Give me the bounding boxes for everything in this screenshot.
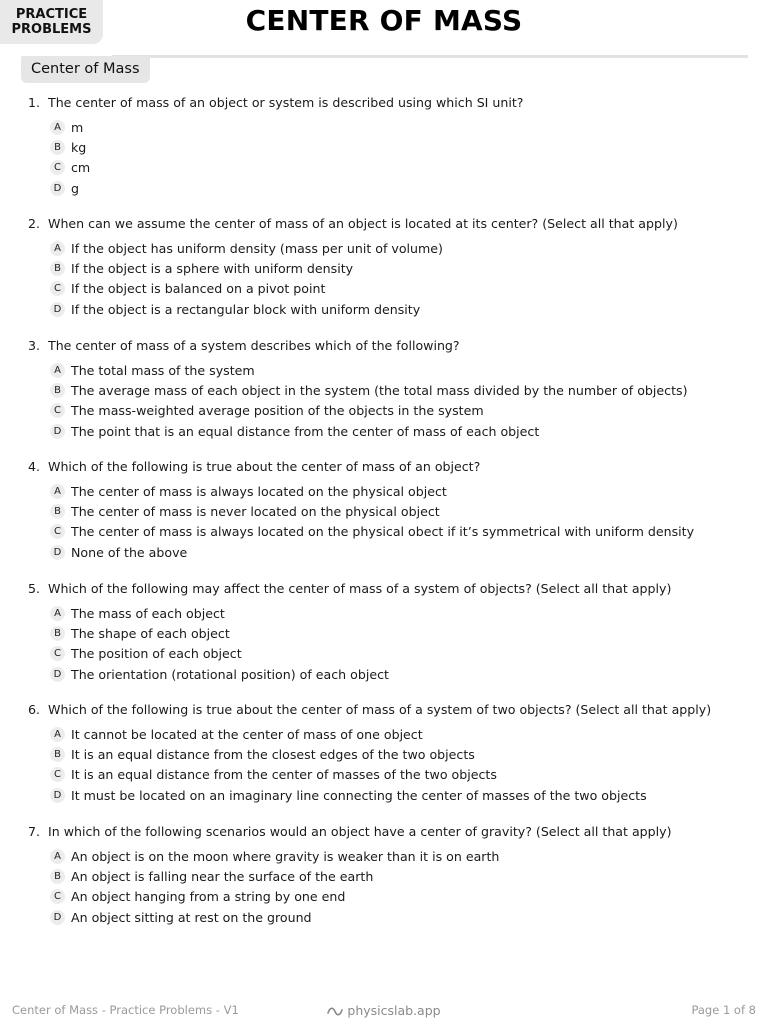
- option-letter-badge: A: [50, 241, 65, 256]
- question-7: [28, 824, 748, 927]
- option-text: The point that is an equal distance from the center of mass of each object: [71, 423, 540, 439]
- question-stem: [28, 95, 748, 113]
- section-heading: Center of Mass: [21, 56, 150, 83]
- option-text: If the object has uniform density (mass per unit of volume): [71, 240, 443, 256]
- option-letter-badge: A: [50, 120, 65, 135]
- option-text: The center of mass is always located on the physical object: [71, 483, 447, 499]
- answer-option-a[interactable]: [28, 724, 748, 744]
- question-number: 2.: [28, 216, 41, 231]
- question-text: Which of the following is true about the center of mass of a system of two objects? (Select all that apply): [48, 702, 712, 717]
- page-title: CENTER OF MASS: [245, 4, 523, 37]
- option-text: g: [71, 180, 79, 196]
- answer-option-c[interactable]: [28, 887, 748, 907]
- answer-option-a[interactable]: [28, 117, 748, 137]
- option-letter-badge: A: [50, 849, 65, 864]
- option-text: None of the above: [71, 544, 188, 560]
- answer-option-c[interactable]: [28, 158, 748, 178]
- option-letter-badge: B: [50, 383, 65, 398]
- option-letter-badge: D: [50, 667, 65, 682]
- option-letter-badge: C: [50, 646, 65, 661]
- answer-option-c[interactable]: [28, 279, 748, 299]
- option-letter-badge: A: [50, 606, 65, 621]
- footer-brand-label: physicslab.app: [347, 1003, 441, 1018]
- answer-option-a[interactable]: [28, 603, 748, 623]
- option-letter-badge: B: [50, 869, 65, 884]
- option-text: The center of mass is never located on the physical object: [71, 503, 440, 519]
- option-text: cm: [71, 160, 91, 176]
- answer-option-a[interactable]: [28, 360, 748, 380]
- option-letter-badge: D: [50, 181, 65, 196]
- answer-option-b[interactable]: [28, 744, 748, 764]
- option-text: An object sitting at rest on the ground: [71, 909, 312, 925]
- answer-option-d[interactable]: [28, 421, 748, 441]
- question-stem: [28, 824, 748, 842]
- option-letter-badge: D: [50, 424, 65, 439]
- question-number: 3.: [28, 338, 41, 353]
- answer-option-b[interactable]: [28, 501, 748, 521]
- option-letter-badge: C: [50, 889, 65, 904]
- option-text: The mass of each object: [71, 605, 225, 621]
- option-text: The shape of each object: [71, 625, 230, 641]
- option-letter-badge: B: [50, 747, 65, 762]
- badge-line-1: PRACTICE: [15, 7, 88, 22]
- option-text: It must be located on an imaginary line connecting the center of masses of the two objects: [71, 787, 647, 803]
- question-1: [28, 95, 748, 198]
- answer-options: [28, 846, 748, 927]
- question-5: [28, 581, 748, 684]
- badge-line-2: PROBLEMS: [11, 22, 92, 37]
- footer-page-number: Page 1 of 8: [691, 1003, 756, 1017]
- option-letter-badge: B: [50, 626, 65, 641]
- answer-option-b[interactable]: [28, 623, 748, 643]
- footer-brand[interactable]: [0, 1003, 768, 1020]
- answer-options: [28, 603, 748, 684]
- option-letter-badge: C: [50, 767, 65, 782]
- option-letter-badge: C: [50, 281, 65, 296]
- option-text: An object hanging from a string by one end: [71, 889, 346, 905]
- physicslab-logo-icon: [327, 1005, 343, 1020]
- question-text: Which of the following may affect the center of mass of a system of objects? (Select all that apply): [48, 581, 672, 596]
- answer-option-d[interactable]: [28, 178, 748, 198]
- question-stem: [28, 702, 748, 720]
- option-letter-badge: A: [50, 363, 65, 378]
- option-letter-badge: C: [50, 403, 65, 418]
- question-number: 1.: [28, 95, 41, 110]
- option-letter-badge: B: [50, 140, 65, 155]
- option-text: The position of each object: [71, 646, 242, 662]
- option-text: It is an equal distance from the center of masses of the two objects: [71, 767, 497, 783]
- option-letter-badge: D: [50, 545, 65, 560]
- answer-option-c[interactable]: [28, 401, 748, 421]
- question-3: [28, 338, 748, 441]
- answer-options: [28, 724, 748, 805]
- question-stem: [28, 459, 748, 477]
- answer-option-b[interactable]: [28, 866, 748, 886]
- option-letter-badge: D: [50, 910, 65, 925]
- footer-document-label: Center of Mass - Practice Problems - V1: [12, 1003, 239, 1017]
- answer-options: [28, 481, 748, 562]
- question-number: 5.: [28, 581, 41, 596]
- option-text: If the object is a rectangular block with uniform density: [71, 301, 421, 317]
- answer-option-c[interactable]: [28, 522, 748, 542]
- answer-option-c[interactable]: [28, 644, 748, 664]
- question-6: [28, 702, 748, 805]
- answer-option-d[interactable]: [28, 664, 748, 684]
- question-2: [28, 216, 748, 319]
- question-text: The center of mass of an object or system is described using which SI unit?: [48, 95, 524, 110]
- option-letter-badge: D: [50, 788, 65, 803]
- option-text: It is an equal distance from the closest edges of the two objects: [71, 746, 475, 762]
- question-text: The center of mass of a system describes which of the following?: [48, 338, 460, 353]
- answer-options: [28, 238, 748, 319]
- answer-option-d[interactable]: [28, 542, 748, 562]
- option-text: kg: [71, 139, 87, 155]
- option-letter-badge: D: [50, 302, 65, 317]
- answer-option-a[interactable]: [28, 846, 748, 866]
- option-text: If the object is balanced on a pivot point: [71, 281, 326, 297]
- answer-option-a[interactable]: [28, 481, 748, 501]
- question-4: [28, 459, 748, 562]
- answer-option-d[interactable]: [28, 907, 748, 927]
- question-stem: [28, 581, 748, 599]
- option-text: It cannot be located at the center of mass of one object: [71, 726, 423, 742]
- question-number: 7.: [28, 824, 41, 839]
- option-letter-badge: B: [50, 504, 65, 519]
- answer-option-b[interactable]: [28, 380, 748, 400]
- question-stem: [28, 338, 748, 356]
- option-text: If the object is a sphere with uniform density: [71, 260, 354, 276]
- answer-option-b[interactable]: [28, 137, 748, 157]
- answer-option-d[interactable]: [28, 299, 748, 319]
- option-letter-badge: B: [50, 261, 65, 276]
- option-letter-badge: A: [50, 727, 65, 742]
- option-letter-badge: A: [50, 484, 65, 499]
- option-text: The orientation (rotational position) of each object: [71, 666, 389, 682]
- question-number: 4.: [28, 459, 41, 474]
- question-text: In which of the following scenarios would an object have a center of gravity? (Select all that apply): [48, 824, 672, 839]
- option-text: The mass-weighted average position of the objects in the system: [71, 403, 484, 419]
- answer-option-b[interactable]: [28, 258, 748, 278]
- question-text: When can we assume the center of mass of an object is located at its center? (Select all that apply): [48, 216, 678, 231]
- question-text: Which of the following is true about the center of mass of an object?: [48, 459, 481, 474]
- answer-option-c[interactable]: [28, 765, 748, 785]
- answer-option-d[interactable]: [28, 785, 748, 805]
- title-divider: [112, 55, 748, 58]
- question-number: 6.: [28, 702, 41, 717]
- answer-options: [28, 360, 748, 441]
- option-text: An object is on the moon where gravity is weaker than it is on earth: [71, 848, 500, 864]
- answer-options: [28, 117, 748, 198]
- option-text: An object is falling near the surface of the earth: [71, 868, 374, 884]
- option-text: The average mass of each object in the system (the total mass divided by the number of objects): [71, 382, 688, 398]
- option-text: The center of mass is always located on the physical obect if it’s symmetrical with uniform density: [71, 524, 695, 540]
- option-letter-badge: C: [50, 160, 65, 175]
- answer-option-a[interactable]: [28, 238, 748, 258]
- question-stem: [28, 216, 748, 234]
- option-text: The total mass of the system: [71, 362, 255, 378]
- option-letter-badge: C: [50, 524, 65, 539]
- option-text: m: [71, 119, 84, 135]
